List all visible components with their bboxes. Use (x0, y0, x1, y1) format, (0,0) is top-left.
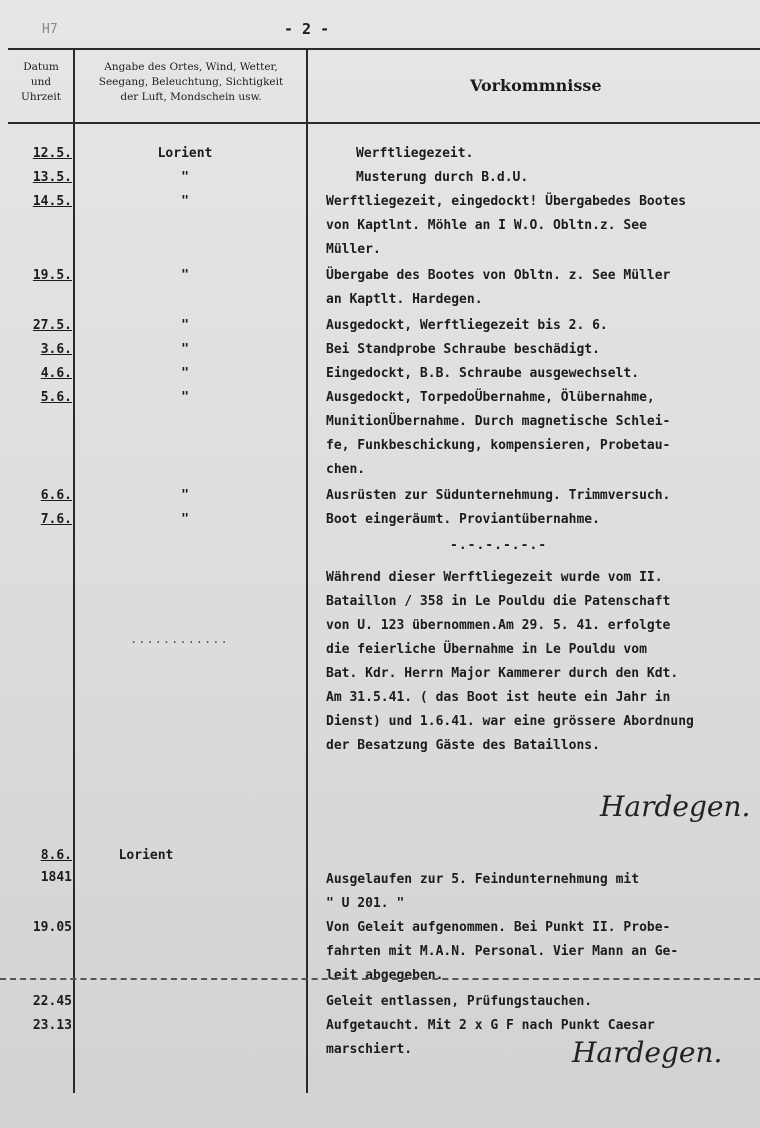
entry-text: an Kaptlt. Hardegen. (326, 292, 483, 307)
entry-text: Musterung durch B.d.U. (356, 170, 529, 185)
paragraph-line: Während dieser Werftliegezeit wurde vom II. (326, 570, 663, 585)
entry-date: 8.6. (40, 848, 72, 863)
paragraph-line: Bataillon / 358 in Le Pouldu die Patenschaft (326, 594, 671, 609)
paragraph-line: Dienst) und 1.6.41. war eine grössere Abordnung (326, 714, 694, 729)
entry-date: 27.5. (32, 318, 72, 333)
dotted-leader: ............ (130, 632, 229, 646)
entry-text: Geleit entlassen, Prüfungstauchen. (326, 994, 593, 1009)
entry-text: MunitionÜbernahme. Durch magnetische Schlei- (326, 414, 671, 429)
entry-place: " (181, 318, 189, 333)
entry-text: " U 201. " (326, 896, 405, 911)
paragraph-line: Am 31.5.41. ( das Boot ist heute ein Jahr in (326, 690, 671, 705)
paragraph-line: von U. 123 übernommen.Am 29. 5. 41. erfolgte (326, 618, 671, 633)
entry-place: " (181, 268, 189, 283)
entry-time: 22.45 (32, 994, 72, 1009)
entry-text: Eingedockt, B.B. Schraube ausgewechselt. (326, 366, 640, 381)
entry-time: 1841 (40, 870, 72, 885)
entry-text: Aufgetaucht. Mit 2 x G F nach Punkt Caesar (326, 1018, 655, 1033)
entry-date: 13.5. (32, 170, 72, 185)
entry-text: Ausgedockt, TorpedoÜbernahme, Ölübernahme, (326, 390, 655, 405)
entry-text: Werftliegezeit, eingedockt! Übergabedes Bootes (326, 194, 687, 209)
entry-place: Lorient (157, 146, 213, 161)
entry-date: 14.5. (32, 194, 72, 209)
paragraph-line: Bat. Kdr. Herrn Major Kammerer durch den Kdt. (326, 666, 679, 681)
header-top-rule (8, 48, 760, 50)
entry-text: Übergabe des Bootes von Obltn. z. See Müller (326, 268, 671, 283)
entry-place: " (181, 390, 189, 405)
entry-date: 7.6. (40, 512, 72, 527)
paragraph-line: der Besatzung Gäste des Bataillons. (326, 738, 600, 753)
entry-text: Ausgelaufen zur 5. Feindunternehmung mit (326, 872, 640, 887)
signature-hardegen-2: Hardegen. (572, 1036, 723, 1069)
entry-place: " (181, 512, 189, 527)
entry-place: " (181, 170, 189, 185)
section-separator: -.-.-.-.-.- (450, 538, 548, 553)
entry-text: fahrten mit M.A.N. Personal. Vier Mann an Ge- (326, 944, 679, 959)
entry-place: " (181, 342, 189, 357)
header-ort: Angabe des Ortes, Wind, Wetter, Seegang, Beleuchtung, Sichtigkeit der Luft, Mondschein usw. (98, 61, 284, 103)
entry-text: Von Geleit aufgenommen. Bei Punkt II. Probe- (326, 920, 671, 935)
entry-text: Bei Standprobe Schraube beschädigt. (326, 342, 600, 357)
entry-text: von Kaptlnt. Möhle an I W.O. Obltn.z. See (326, 218, 647, 233)
entry-text: leit abgegeben. (326, 968, 444, 983)
entry-text: fe, Funkbeschickung, kompensieren, Probetau- (326, 438, 671, 453)
entry-date: 3.6. (40, 342, 72, 357)
entry-date: 19.5. (32, 268, 72, 283)
header-bottom-rule (8, 122, 760, 124)
entry-text: Boot eingeräumt. Proviantübernahme. (326, 512, 600, 527)
corner-mark: H7 (42, 22, 58, 37)
entry-date: 4.6. (40, 366, 72, 381)
header-datum: Datum und Uhrzeit (21, 61, 61, 103)
signature-hardegen-1: Hardegen. (600, 790, 751, 823)
entry-time: 19.05 (32, 920, 72, 935)
entry-text: chen. (326, 462, 366, 477)
entry-text: Ausgedockt, Werftliegezeit bis 2. 6. (326, 318, 608, 333)
entry-text: Müller. (326, 242, 381, 257)
paragraph-line: die feierliche Übernahme in Le Pouldu vom (326, 642, 647, 657)
header-vorkommnisse: Vorkommnisse (470, 76, 602, 95)
dashed-rule (0, 978, 760, 980)
entry-date: 6.6. (40, 488, 72, 503)
entry-place: " (181, 488, 189, 503)
entry-place: " (181, 194, 189, 209)
entry-date: 12.5. (32, 146, 72, 161)
entry-place: Lorient (118, 848, 174, 863)
entry-text: marschiert. (326, 1042, 413, 1057)
entry-time: 23.13 (32, 1018, 72, 1033)
entry-text: Werftliegezeit. (356, 146, 474, 161)
entry-date: 5.6. (40, 390, 72, 405)
entry-place: " (181, 366, 189, 381)
page-number: - 2 - (284, 20, 330, 38)
entry-text: Ausrüsten zur Südunternehmung. Trimmversuch. (326, 488, 671, 503)
column-divider-2 (306, 48, 308, 1093)
column-divider-1 (73, 48, 75, 1093)
